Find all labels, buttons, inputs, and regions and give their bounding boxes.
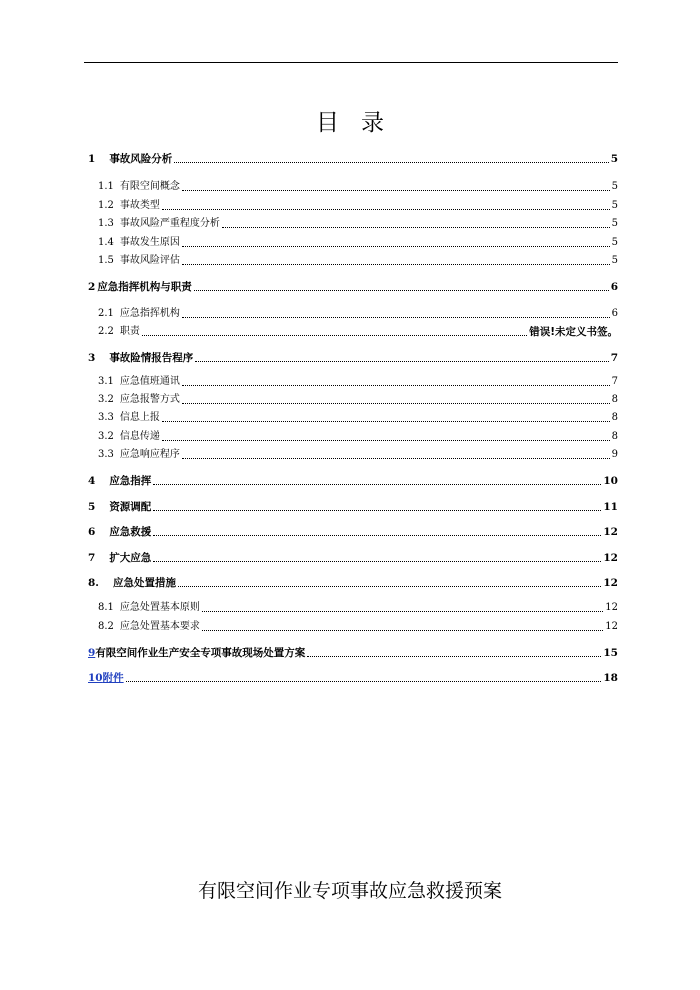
toc-entry-number: 4 xyxy=(88,475,96,487)
toc-entry-page: 8 xyxy=(611,431,618,442)
toc-title xyxy=(0,104,700,137)
toc-entry-label: 应急响应程序 xyxy=(119,449,180,460)
toc-entry-number: 1.5 xyxy=(98,255,114,266)
toc-entry-label: 应急处置措施 xyxy=(112,577,176,589)
toc-entry-page: 18 xyxy=(603,672,618,684)
toc-entry-number: 1.4 xyxy=(98,237,114,248)
toc-entry-label[interactable]: 附件 xyxy=(102,672,124,684)
document-title: 有限空间作业专项事故应急救援预案 xyxy=(197,880,502,902)
toc-entry[interactable] xyxy=(88,496,618,514)
toc-entry[interactable] xyxy=(98,321,618,339)
toc-leader-dots xyxy=(182,384,610,386)
toc-leader-dots xyxy=(195,360,608,362)
toc-leader-dots xyxy=(142,334,527,336)
toc-entry-page: 7 xyxy=(610,352,618,364)
toc-entry-number: 5 xyxy=(88,501,96,513)
toc-leader-dots xyxy=(222,226,610,228)
toc-entry-page: 12 xyxy=(605,621,618,632)
toc-entry-page: 10 xyxy=(603,475,618,487)
toc-entry-page: 错误!未定义书签。 xyxy=(529,326,618,338)
toc-entry[interactable] xyxy=(98,616,618,634)
toc-entry-label: 有限空间概念 xyxy=(119,181,180,192)
toc-entry[interactable] xyxy=(98,426,618,444)
toc-leader-dots xyxy=(194,289,609,291)
toc-entry-label: 应急指挥机构 xyxy=(119,308,180,319)
toc-entry-label: 信息上报 xyxy=(119,412,160,423)
toc-entry-label: 信息传递 xyxy=(119,431,160,442)
toc-entry-page: 12 xyxy=(603,526,618,538)
toc-entry[interactable] xyxy=(88,667,618,685)
toc-entry-page: 15 xyxy=(603,647,618,659)
toc-entry-number: 2.2 xyxy=(98,326,114,337)
toc-entry-number: 3.2 xyxy=(98,431,114,442)
toc-entry[interactable] xyxy=(88,572,618,590)
toc-entry-label[interactable]: 有限空间作业生产安全专项事故现场处置方案 xyxy=(95,647,306,659)
toc-entry-page: 5 xyxy=(611,181,618,192)
toc-entry[interactable] xyxy=(98,213,618,231)
toc-entry-label: 应急指挥机构与职责 xyxy=(97,281,192,293)
toc-entry-page: 8 xyxy=(611,412,618,423)
toc-leader-dots xyxy=(153,534,601,536)
toc-entry-page: 5 xyxy=(611,255,618,266)
toc-entry[interactable] xyxy=(88,521,618,539)
toc-entry-number: 8.1 xyxy=(98,602,114,613)
toc-entry-label: 应急处置基本要求 xyxy=(119,621,200,632)
toc-leader-dots xyxy=(162,420,610,422)
toc-entry-number: 2 xyxy=(88,281,96,293)
toc-entry-label: 事故风险评估 xyxy=(119,255,180,266)
toc-entry-number: 3.2 xyxy=(98,394,114,405)
toc-entry-page: 9 xyxy=(611,449,618,460)
toc-entry-label: 应急指挥 xyxy=(109,475,152,487)
toc-entry-number: 1.2 xyxy=(98,200,114,211)
toc-entry-number: 3.1 xyxy=(98,376,114,387)
toc-entry-label: 事故风险严重程度分析 xyxy=(119,218,220,229)
toc-entry-number: 1.3 xyxy=(98,218,114,229)
toc-entry-label: 职责 xyxy=(119,326,140,337)
toc-entry-page: 5 xyxy=(610,153,618,165)
toc-leader-dots xyxy=(182,457,610,459)
toc-leader-dots xyxy=(182,316,610,318)
toc-leader-dots xyxy=(178,585,601,587)
toc-entry-number: 2.1 xyxy=(98,308,114,319)
toc-entry-page: 12 xyxy=(605,602,618,613)
toc-leader-dots xyxy=(162,208,610,210)
toc-entry[interactable] xyxy=(98,303,618,321)
toc-entry[interactable] xyxy=(88,148,618,166)
toc-entry[interactable] xyxy=(98,176,618,194)
toc-entry-page: 6 xyxy=(610,281,618,293)
toc-leader-dots xyxy=(153,483,601,485)
toc-entry-number: 3 xyxy=(88,352,96,364)
toc-leader-dots xyxy=(182,263,610,265)
toc-entry[interactable] xyxy=(98,407,618,425)
toc-entry-number[interactable]: 10 xyxy=(88,672,103,684)
header-rule xyxy=(84,62,618,63)
toc-entry-page: 12 xyxy=(603,577,618,589)
toc-leader-dots xyxy=(182,245,610,247)
toc-entry-number: 6 xyxy=(88,526,96,538)
toc-entry-label: 扩大应急 xyxy=(109,552,152,564)
toc-entry[interactable] xyxy=(98,232,618,250)
toc-entry[interactable] xyxy=(98,444,618,462)
toc-entry-label: 事故发生原因 xyxy=(119,237,180,248)
toc-leader-dots xyxy=(182,189,610,191)
toc-title-char-2: 录 xyxy=(361,110,384,136)
toc-leader-dots xyxy=(153,560,601,562)
toc-entry-label: 资源调配 xyxy=(109,501,152,513)
toc-entry-page: 11 xyxy=(603,501,618,513)
toc-leader-dots xyxy=(162,439,610,441)
toc-leader-dots xyxy=(174,161,608,163)
toc-entry[interactable] xyxy=(98,250,618,268)
toc-entry-page: 5 xyxy=(611,218,618,229)
toc-entry[interactable] xyxy=(88,347,618,365)
toc-entry-label: 事故险情报告程序 xyxy=(109,352,194,364)
toc-entry-label: 事故风险分析 xyxy=(109,153,173,165)
toc-entry-label: 事故类型 xyxy=(119,200,160,211)
toc-leader-dots xyxy=(126,680,602,682)
toc-entry-page: 7 xyxy=(611,376,618,387)
toc-entry[interactable] xyxy=(88,276,618,294)
toc-entry-number: 1.1 xyxy=(98,181,114,192)
toc-entry-number: 8.2 xyxy=(98,621,114,632)
toc-leader-dots xyxy=(202,629,603,631)
toc-entry-page: 5 xyxy=(611,237,618,248)
toc-entry[interactable] xyxy=(98,389,618,407)
toc-entry-label: 应急处置基本原则 xyxy=(119,602,200,613)
toc-title-char-1: 目 xyxy=(316,110,339,136)
toc-entry-number: 3.3 xyxy=(98,449,114,460)
toc-leader-dots xyxy=(182,402,610,404)
toc-entry[interactable] xyxy=(98,195,618,213)
toc-entry-number: 1 xyxy=(88,153,96,165)
toc-entry-label: 应急救援 xyxy=(109,526,152,538)
toc-entry-page: 6 xyxy=(611,308,618,319)
toc-leader-dots xyxy=(307,655,601,657)
toc-leader-dots xyxy=(202,610,603,612)
toc-entry[interactable] xyxy=(88,547,618,565)
toc-entry[interactable] xyxy=(88,642,618,660)
toc-entry-label: 应急值班通讯 xyxy=(119,376,180,387)
toc-entry-number: 8. xyxy=(88,577,99,589)
toc-leader-dots xyxy=(153,509,601,511)
toc-entry-label: 应急报警方式 xyxy=(119,394,180,405)
toc-entry-number[interactable]: 9 xyxy=(88,647,96,659)
toc-entry-page: 8 xyxy=(611,394,618,405)
toc-entry-number: 7 xyxy=(88,552,96,564)
toc-entry-page: 5 xyxy=(611,200,618,211)
toc-entry[interactable] xyxy=(88,470,618,488)
toc-entry-page: 12 xyxy=(603,552,618,564)
toc-entry[interactable] xyxy=(98,597,618,615)
toc-entry[interactable] xyxy=(98,371,618,389)
toc-entry-number: 3.3 xyxy=(98,412,114,423)
